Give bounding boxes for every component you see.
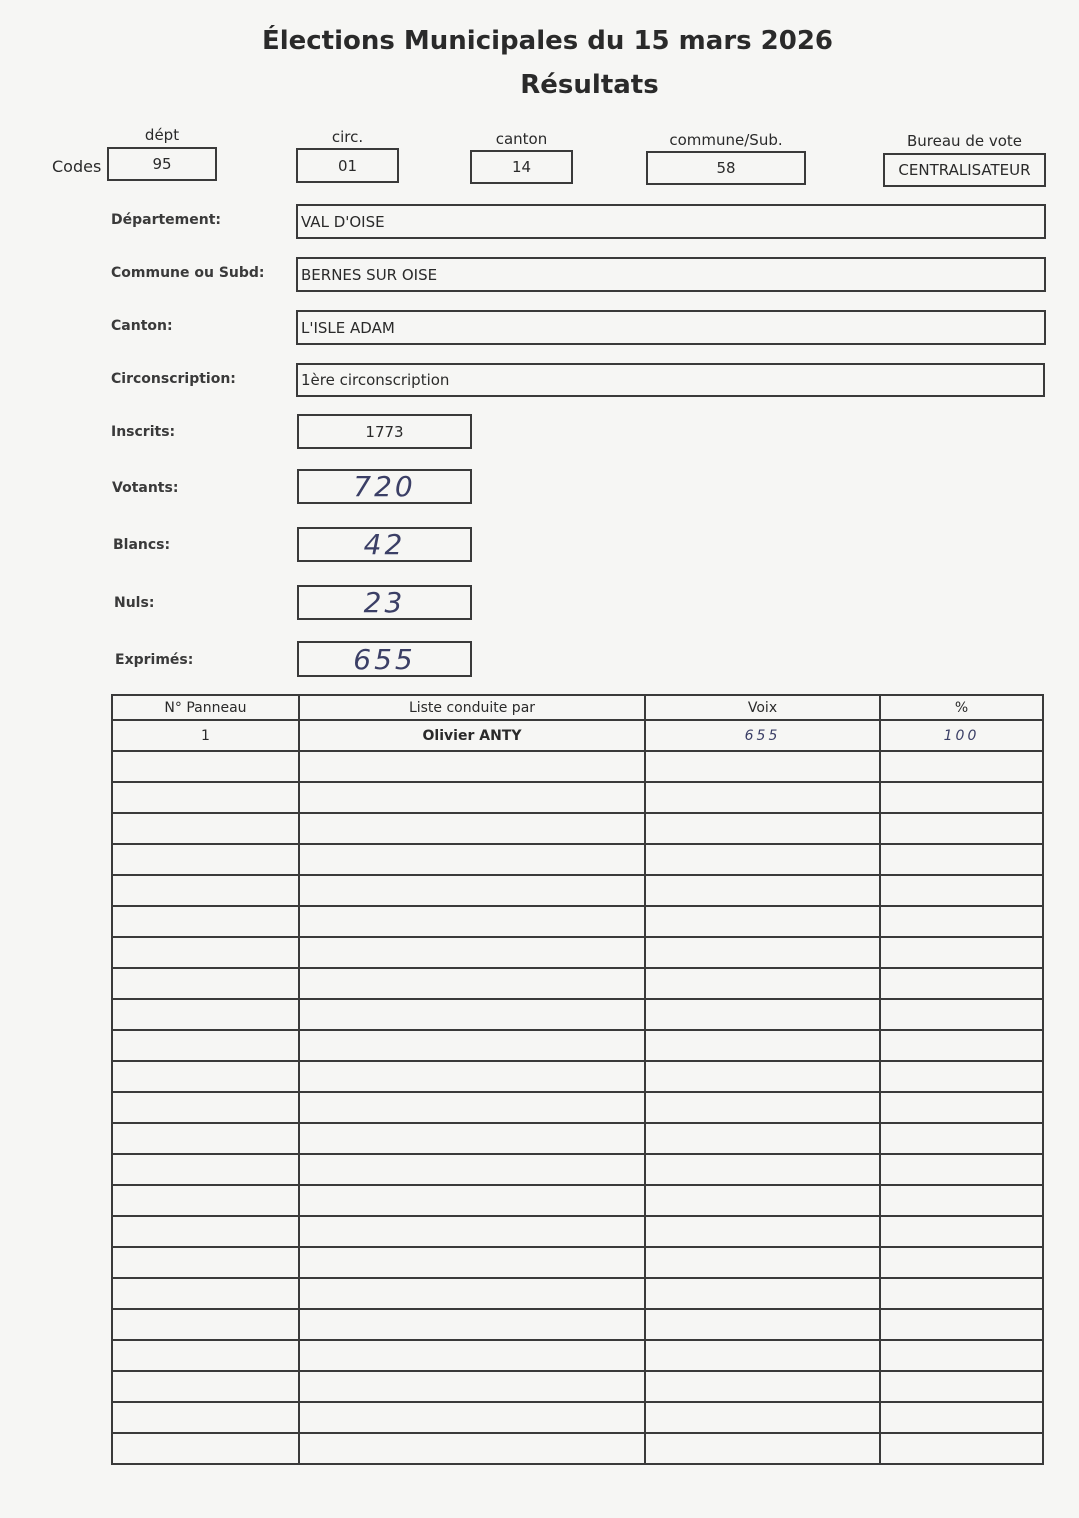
table-cell-empty <box>299 1185 645 1216</box>
table-cell-empty <box>299 999 645 1030</box>
table-cell-empty <box>880 1402 1043 1433</box>
votants-label: Votants: <box>112 480 179 496</box>
table-cell-empty <box>299 782 645 813</box>
circonscription-field: 1ère circonscription <box>296 363 1045 397</box>
cell-pct: 100 <box>880 720 1043 751</box>
table-cell-empty <box>645 999 880 1030</box>
table-cell-empty <box>112 968 299 999</box>
table-row-empty <box>112 1154 1043 1185</box>
table-cell-empty <box>645 1402 880 1433</box>
table-cell-empty <box>880 937 1043 968</box>
table-cell-empty <box>112 1185 299 1216</box>
table-cell-empty <box>112 1402 299 1433</box>
table-cell-empty <box>299 1123 645 1154</box>
table-cell-empty <box>299 1402 645 1433</box>
table-cell-empty <box>645 1154 880 1185</box>
table-cell-empty <box>880 1247 1043 1278</box>
table-row-empty <box>112 1433 1043 1464</box>
table-cell-empty <box>645 751 880 782</box>
table-cell-empty <box>645 844 880 875</box>
nuls-label: Nuls: <box>114 595 155 611</box>
table-cell-empty <box>645 1309 880 1340</box>
codes-label: Codes <box>52 157 102 176</box>
table-cell-empty <box>299 813 645 844</box>
table-cell-empty <box>299 1154 645 1185</box>
departement-label: Département: <box>111 212 222 228</box>
table-cell-empty <box>645 1092 880 1123</box>
inscrits-label: Inscrits: <box>111 424 176 440</box>
table-row-empty <box>112 1061 1043 1092</box>
page-subtitle: Résultats <box>520 70 659 100</box>
bureau-code-field: CENTRALISATEUR <box>883 153 1046 187</box>
table-row <box>112 720 1043 751</box>
table-row-empty <box>112 1278 1043 1309</box>
table-cell-empty <box>112 906 299 937</box>
table-cell-empty <box>112 1216 299 1247</box>
table-cell-empty <box>299 875 645 906</box>
blancs-label: Blancs: <box>113 537 171 553</box>
table-row-empty <box>112 1402 1043 1433</box>
table-cell-empty <box>880 906 1043 937</box>
table-cell-empty <box>299 937 645 968</box>
blancs-field: 42 <box>297 527 472 562</box>
table-row-empty <box>112 813 1043 844</box>
table-cell-empty <box>880 844 1043 875</box>
table-cell-empty <box>880 968 1043 999</box>
table-cell-empty <box>299 968 645 999</box>
table-cell-empty <box>299 1061 645 1092</box>
inscrits-field: 1773 <box>297 414 472 449</box>
header-panneau: N° Panneau <box>112 695 299 720</box>
table-row-empty <box>112 751 1043 782</box>
cell-panneau: 1 <box>112 720 299 751</box>
table-cell-empty <box>112 844 299 875</box>
exprimes-field: 655 <box>297 641 472 677</box>
table-cell-empty <box>112 1278 299 1309</box>
table-cell-empty <box>645 1216 880 1247</box>
table-cell-empty <box>880 999 1043 1030</box>
table-row-empty <box>112 844 1043 875</box>
table-cell-empty <box>645 1340 880 1371</box>
table-row-empty <box>112 1092 1043 1123</box>
exprimes-label: Exprimés: <box>115 652 194 668</box>
table-row-empty <box>112 1123 1043 1154</box>
table-row-empty <box>112 782 1043 813</box>
cell-voix: 655 <box>645 720 880 751</box>
results-table <box>111 694 1044 1465</box>
table-cell-empty <box>645 906 880 937</box>
table-cell-empty <box>299 1278 645 1309</box>
commune-caption: commune/Sub. <box>669 131 783 149</box>
canton-caption: canton <box>495 130 548 148</box>
table-cell-empty <box>880 1061 1043 1092</box>
nuls-field: 23 <box>297 585 472 620</box>
table-cell-empty <box>645 813 880 844</box>
table-cell-empty <box>645 937 880 968</box>
table-cell-empty <box>880 1154 1043 1185</box>
table-cell-empty <box>645 1030 880 1061</box>
table-cell-empty <box>112 1371 299 1402</box>
table-cell-empty <box>299 1433 645 1464</box>
table-cell-empty <box>299 1092 645 1123</box>
table-cell-empty <box>645 782 880 813</box>
page-title: Élections Municipales du 15 mars 2026 <box>261 26 834 56</box>
table-cell-empty <box>112 1247 299 1278</box>
table-cell-empty <box>645 1278 880 1309</box>
canton-code-field: 14 <box>470 150 573 184</box>
table-cell-empty <box>112 1123 299 1154</box>
table-cell-empty <box>880 1092 1043 1123</box>
table-cell-empty <box>112 875 299 906</box>
dept-caption: dépt <box>144 126 180 144</box>
table-cell-empty <box>299 844 645 875</box>
table-row-empty <box>112 1371 1043 1402</box>
table-row-empty <box>112 1216 1043 1247</box>
table-cell-empty <box>645 875 880 906</box>
departement-field: VAL D'OISE <box>296 204 1046 239</box>
table-row-empty <box>112 1340 1043 1371</box>
table-cell-empty <box>645 1371 880 1402</box>
table-cell-empty <box>299 1216 645 1247</box>
canton-field: L'ISLE ADAM <box>296 310 1046 345</box>
table-row-empty <box>112 1185 1043 1216</box>
table-cell-empty <box>645 1433 880 1464</box>
table-cell-empty <box>112 937 299 968</box>
table-cell-empty <box>299 1247 645 1278</box>
table-cell-empty <box>880 1433 1043 1464</box>
table-cell-empty <box>880 1309 1043 1340</box>
table-row-empty <box>112 1247 1043 1278</box>
table-cell-empty <box>299 1340 645 1371</box>
table-cell-empty <box>645 1123 880 1154</box>
table-cell-empty <box>880 782 1043 813</box>
table-cell-empty <box>112 1433 299 1464</box>
table-cell-empty <box>645 1061 880 1092</box>
table-cell-empty <box>299 906 645 937</box>
table-cell-empty <box>112 1340 299 1371</box>
table-cell-empty <box>299 1309 645 1340</box>
table-cell-empty <box>112 999 299 1030</box>
table-row-empty <box>112 937 1043 968</box>
dept-code-field: 95 <box>107 147 217 181</box>
bureau-caption: Bureau de vote <box>906 132 1022 150</box>
table-cell-empty <box>645 968 880 999</box>
table-cell-empty <box>880 751 1043 782</box>
table-cell-empty <box>112 1061 299 1092</box>
header-pct: % <box>880 695 1043 720</box>
table-cell-empty <box>880 1371 1043 1402</box>
table-cell-empty <box>880 1030 1043 1061</box>
commune-field: BERNES SUR OISE <box>296 257 1046 292</box>
table-row-empty <box>112 1030 1043 1061</box>
commune-code-field: 58 <box>646 151 806 185</box>
table-cell-empty <box>880 1216 1043 1247</box>
table-cell-empty <box>299 751 645 782</box>
table-cell-empty <box>112 1154 299 1185</box>
table-cell-empty <box>880 1278 1043 1309</box>
table-cell-empty <box>112 1030 299 1061</box>
header-liste: Liste conduite par <box>299 695 645 720</box>
table-cell-empty <box>645 1247 880 1278</box>
table-cell-empty <box>880 813 1043 844</box>
table-cell-empty <box>645 1185 880 1216</box>
circ-code-field: 01 <box>296 148 399 183</box>
table-row-empty <box>112 1309 1043 1340</box>
canton-label: Canton: <box>111 318 173 334</box>
circonscription-label: Circonscription: <box>111 371 236 387</box>
table-row-empty <box>112 906 1043 937</box>
commune-label: Commune ou Subd: <box>111 265 265 281</box>
table-row-empty <box>112 999 1043 1030</box>
header-voix: Voix <box>645 695 880 720</box>
table-cell-empty <box>299 1371 645 1402</box>
table-cell-empty <box>112 1309 299 1340</box>
circ-caption: circ. <box>331 128 364 146</box>
table-cell-empty <box>112 1092 299 1123</box>
table-cell-empty <box>880 1340 1043 1371</box>
table-row-empty <box>112 968 1043 999</box>
table-cell-empty <box>880 875 1043 906</box>
table-cell-empty <box>880 1123 1043 1154</box>
table-cell-empty <box>299 1030 645 1061</box>
votants-field: 720 <box>297 469 472 504</box>
table-row-empty <box>112 875 1043 906</box>
cell-liste: Olivier ANTY <box>299 720 645 751</box>
table-header-row <box>112 695 1043 720</box>
table-cell-empty <box>112 782 299 813</box>
table-cell-empty <box>112 813 299 844</box>
table-cell-empty <box>112 751 299 782</box>
table-cell-empty <box>880 1185 1043 1216</box>
